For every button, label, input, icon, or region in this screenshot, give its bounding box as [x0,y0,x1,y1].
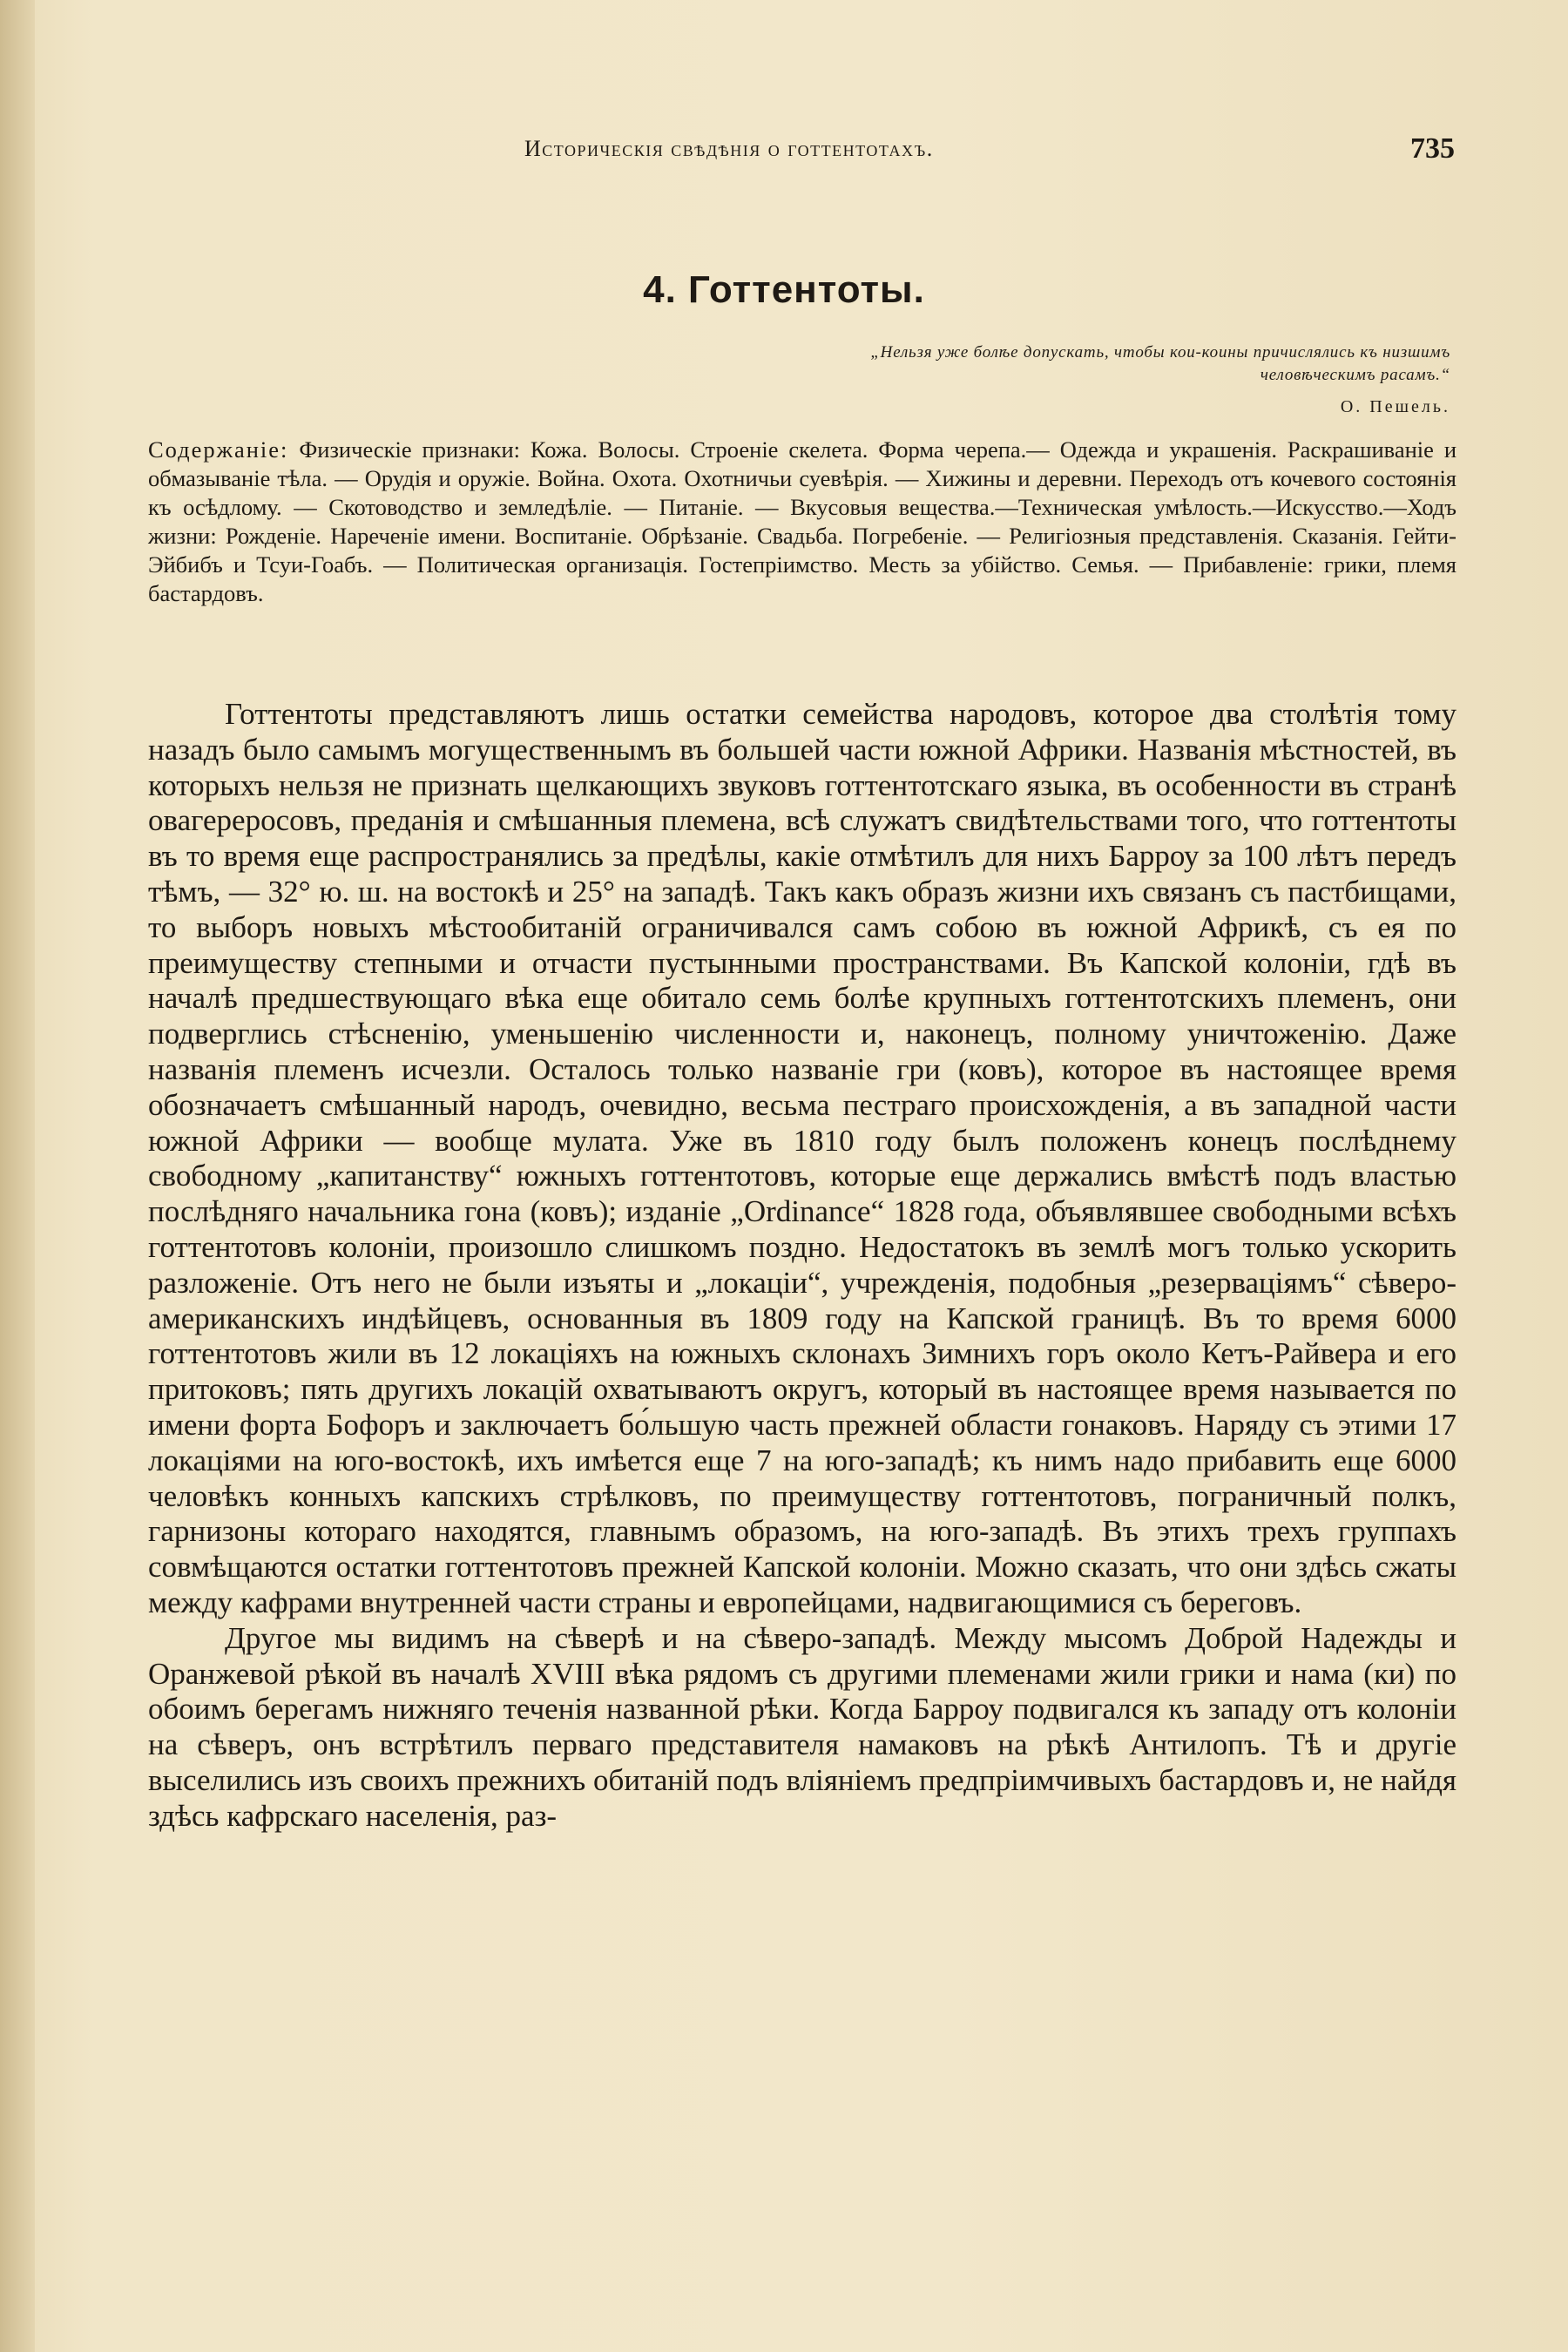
contents-text: Физическіе признаки: Кожа. Волосы. Строеніе скелета. Форма черепа.— Одежда и украшенія. Раскрашиваніе и обмазываніе тѣла. — Орудія и оружіе. Война. Охота. Охотничьи суевѣрія. — Хижины и деревни. Переходъ отъ кочевого состоянія къ осѣдлому. — Скотоводство и земледѣліе. — Питаніе. — Вкусовыя вещества.—Техническая умѣлость.—Искусство.—Ходъ жизни: Рожденіе. Нареченіе имени. Воспитаніе. Обрѣзаніе. Свадьба. Погребеніе. — Религіозныя представленія. Сказанія. Гейти-Эйбибъ и Тсуи-Гоабъ. — Политическая организація. Гостепріимство. Месть за убійство. Семья. — Прибавленіе: грики, племя бастардовъ. [148,436,1457,606]
chapter-title: 4. Готтентоты. [643,268,925,311]
running-head [148,132,1455,171]
paragraph-2: Другое мы видимъ на сѣверѣ и на сѣверо-западѣ. Между мысомъ Доброй Надежды и Оранжевой рѣкой въ началѣ XVIII вѣка рядомъ съ другими племенами жили грики и нама (ки) по обоимъ берегамъ нижняго теченія названной рѣки. Когда Барроу подвигался къ западу отъ колоніи на сѣверъ, онъ встрѣтилъ перваго представителя намаковъ на рѣкѣ Антилопъ. Тѣ и другіе выселились изъ своихъ прежнихъ обитаній подъ вліяніемъ предпріимчивыхъ бастардовъ и, не найдя здѣсь кафрскаго населенія, раз- [148,1620,1456,1833]
epigraph-author: О. Пешель. [1340,397,1450,416]
paragraph-1: Готтентоты представляютъ лишь остатки семейства народовъ, которое два столѣтія тому назадъ было самымъ могущественнымъ въ большей части южной Африки. Названія мѣстностей, въ которыхъ нельзя не признать щелкающихъ звуковъ готтентотскаго языка, въ особенности въ странѣ овагерероcовъ, преданія и смѣшанныя племена, всѣ служатъ свидѣтельствами того, что готтентоты въ то время еще распространялись за предѣлы, какіе отмѣтилъ для нихъ Барроу за 100 лѣтъ передъ тѣмъ, — 32° ю. ш. на востокѣ и 25° на западѣ. Такъ какъ образъ жизни ихъ связанъ съ пастбищами, то выборъ новыхъ мѣстообитаній ограничивался самъ собою въ южной Африкѣ, съ ея по преимуществу степными и отчасти пустынными пространствами. Въ Капской колоніи, гдѣ въ началѣ предшествующаго вѣка еще обитало семь болѣе крупныхъ готтентотскихъ племенъ, они подверглись стѣсненію, уменьшенію численности и, наконецъ, полному уничтоженію. Даже названія племенъ исчезли. Осталось только названіе гри (ковъ), которое въ настоящее время обозначаетъ смѣшанный народъ, очевидно, весьма пестраго происхожденія, а въ западной части южной Африки — вообще мулата. Уже въ 1810 году былъ положенъ конецъ послѣднему свободному „капитанству“ южныхъ готтентотовъ, которые еще держались вмѣстѣ подъ властью послѣдняго начальника гона (ковъ); изданіе „Ordinance“ 1828 года, объявлявшее свободными всѣхъ готтентотовъ колоніи, произошло слишкомъ поздно. Недостатокъ въ землѣ могъ только ускорить разложеніе. Отъ него не были изъяты и „локаціи“, учрежденія, подобныя „резерваціямъ“ сѣверо-американскихъ индѣйцевъ, основанныя въ 1809 году на Капской границѣ. Въ то время 6000 готтентотовъ жили въ 12 локаціяхъ на южныхъ склонахъ Зимнихъ горъ около Кетъ-Райвера и его притоковъ; пять другихъ локацій охватываютъ округъ, который въ настоящее время называется по имени форта Бофоръ и заключаетъ бо́льшую часть прежней области гонаковъ. Наряду съ этими 17 локаціями на юго-востокѣ, ихъ имѣется еще 7 на юго-западѣ; къ нимъ надо прибавить еще 6000 человѣкъ конныхъ капскихъ стрѣлковъ, по преимуществу готтентотовъ, пограничный полкъ, гарнизоны котораго находятся, главнымъ образомъ, на юго-западѣ. Въ этихъ трехъ группахъ совмѣщаются остатки готтентотовъ прежней Капской колоніи. Можно сказать, что они здѣсь сжаты между кафрами внутренней части страны и европейцами, надвигающимися съ береговъ. [148,697,1456,1619]
contents-label: Содержаніе: [148,436,289,463]
page-gutter [0,0,35,2352]
running-title: Историческія свѣдѣнія о готтентотахъ. [524,136,934,161]
page-number: 735 [1410,132,1455,165]
epigraph-quote: „Нельзя уже болѣе допускать, чтобы кои-коины причислялись къ низшимъ человѣческимъ расамъ.“ [870,343,1450,384]
epigraph [788,341,1450,418]
chapter-contents [148,436,1456,608]
body-text [148,697,1456,1835]
